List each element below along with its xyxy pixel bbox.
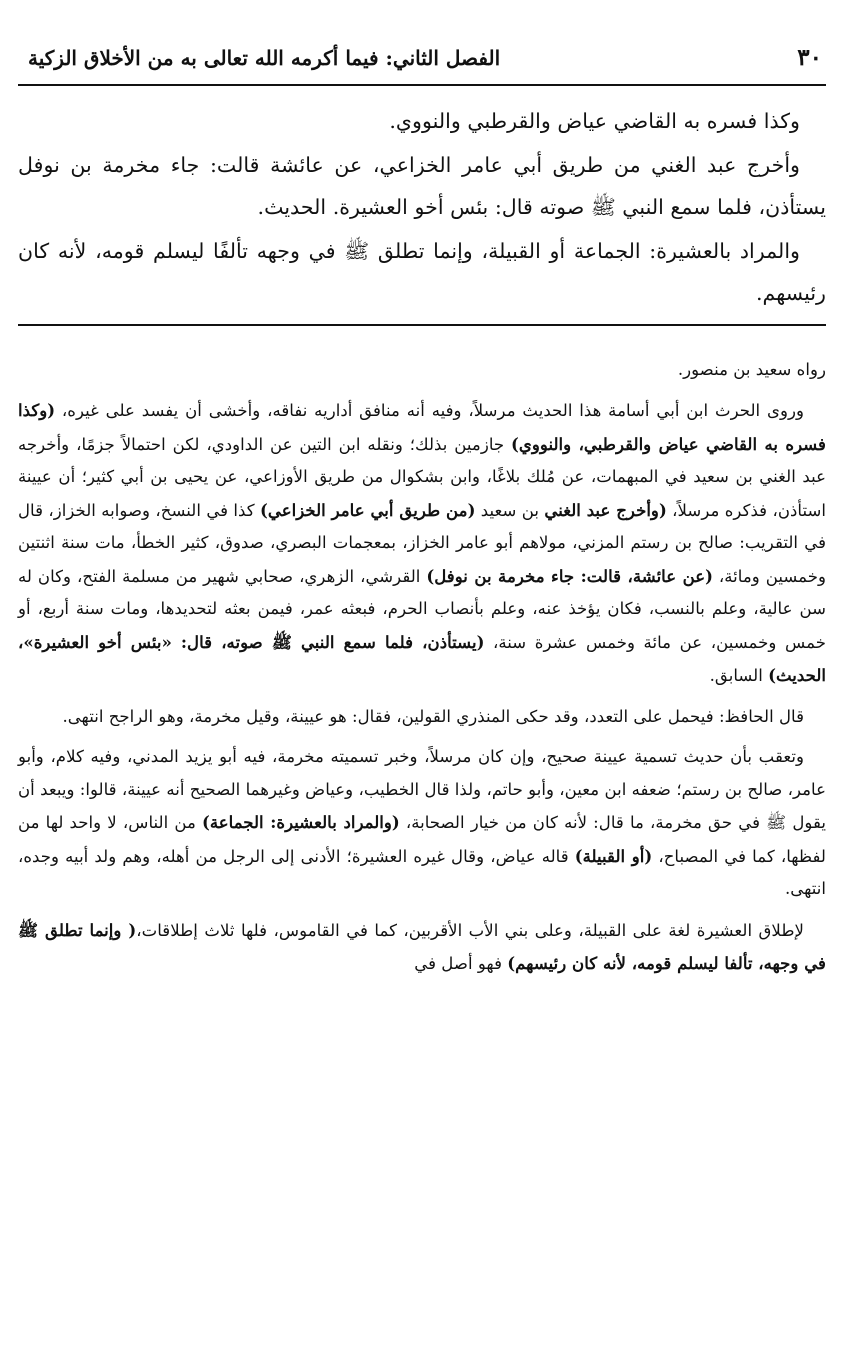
quoted-matn: (من طريق أبي عامر الخزاعي) (260, 499, 476, 520)
commentary-separator (18, 324, 826, 326)
commentary-paragraph-2 (18, 394, 826, 693)
main-text (18, 100, 826, 314)
commentary-text: وتعقب بأن حديث تسمية عيينة صحيح، وإن كان مرسلاً، وخبر تسميته مخرمة، فيه أبو يزيد المدني، وفيه كلام، وأبو عامر، صالح بن رستم؛ ضعفه ابن معين، وأبو حاتم، ولذا قال الخطيب، وعياض وغيرهما الصحيح أنه عيينة، قالوا: ويبعد أن يقول ﷺ في حق مخرمة، ما قال: لأنه كان من خيار الصحابة، (18, 747, 826, 833)
commentary-paragraph-4 (18, 741, 826, 906)
running-head (18, 44, 826, 74)
main-paragraph-3: والمراد بالعشيرة: الجماعة أو القبيلة، وإنما تطلق ﷺ في وجهه تألفًا ليسلم قومه، لأنه كان رئيسهم. (18, 238, 826, 305)
quoted-matn: (والمراد بالعشيرة: الجماعة) (201, 812, 400, 833)
commentary-text: بن سعيد (475, 500, 545, 520)
quoted-matn: ( وإنما تطلق ﷺ في وجهه، تألفا ليسلم قومه، لأنه كان رئيسهم) (18, 919, 826, 974)
main-paragraph-1: وكذا فسره به القاضي عياض والقرطبي والنووي. (389, 108, 800, 133)
commentary-text: القرشي، الزهري، صحابي شهير من مسلمة الفتح، وكان له سن عالية، وعلم بالنسب، فكان يؤخذ عنه، وعلم بأنصاب الحرم، فبعثه عمر، فيمن بعثه لتحديدها، ومات سنة أربع، أو خمس وخمسين، عن مائة وخمس عشرة سنة، (18, 566, 827, 652)
commentary-text: لإطلاق العشيرة لغة على القبيلة، وعلى بني الأب الأقربين، كما في القاموس، فلها ثلاث إطلاقات، (136, 920, 805, 940)
commentary-paragraph-5 (18, 914, 826, 981)
quoted-matn: (وكذا فسره به القاضي عياض والقرطبي، والنووي) (18, 400, 826, 454)
header-rule (18, 84, 826, 86)
commentary-text: فهو أصل في (414, 954, 508, 974)
commentary-paragraph-3: قال الحافظ: فيحمل على التعدد، وقد حكى المنذري القولين، فقال: هو عيينة، وقيل مخرمة، وهو الراجح انتهى. (62, 706, 804, 726)
commentary-text: السابق. (709, 666, 769, 686)
chapter-title: الفصل الثاني: فيما أكرمه الله تعالى به من الأخلاق الزكية (28, 46, 501, 70)
quoted-matn: (أو القبيلة) (574, 845, 653, 866)
commentary-paragraph-1: رواه سعيد بن منصور. (677, 359, 826, 379)
main-paragraph-2: وأخرج عبد الغني من طريق أبي عامر الخزاعي، عن عائشة قالت: جاء مخرمة بن نوفل يستأذن، فلما سمع النبي ﷺ صوته قال: بئس أخو العشيرة. الحديث. (18, 152, 826, 219)
commentary-text: من الناس، لا واحد لها من لفظها، كما في المصباح، (18, 813, 826, 866)
commentary-text: وروى الحرث ابن أبي أسامة هذا الحديث مرسلاً، وفيه أنه منافق أداريه نفاقه، وأخشى أن يفسد على غيره، (55, 401, 804, 421)
quoted-matn: (وأخرج عبد الغني (544, 499, 667, 520)
quoted-matn: (يستأذن، فلما سمع النبي ﷺ صوته، قال: «بئس أخو العشيرة»، الحديث) (18, 631, 826, 686)
commentary-text: قاله عياض، وقال غيره العشيرة؛ الأدنى إلى الرجل من أهله، وهم ولد أبيه وجده، انتهى. (18, 846, 826, 899)
commentary (18, 354, 826, 981)
page-number: ٣٠ (797, 44, 822, 71)
quoted-matn: (عن عائشة، قالت: جاء مخرمة بن نوفل) (426, 565, 713, 586)
commentary-text: جازمين بذلك؛ ونقله ابن التين عن الداودي، لكن احتمالاً جزمًا، وأخرجه عبد الغني بن سعيد في المبهمات، عن مُلك بلاغًا، وابن بشكوال من طريق الأوزاعي، عن يحيى بن أبي كثير؛ أن عيينة استأذن، فذكره مرسلاً، (18, 434, 826, 520)
commentary-text: كذا في النسخ، وصوابه الخزاز، قال في التقريب: صالح بن رستم المزني، مولاهم أبو عامر الخزاز، بمعجمات البصري، صدوق، كثير الخطأ، مات سنة اثنتين وخمسين ومائة، (18, 500, 827, 586)
